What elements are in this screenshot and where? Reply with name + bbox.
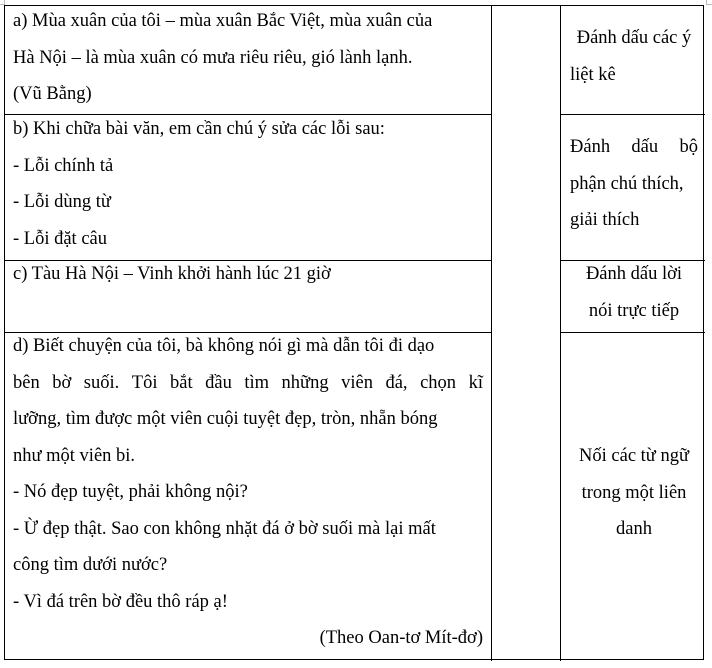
function-b-line-3: giải thích (570, 210, 640, 230)
example-b-line-3: - Lỗi dùng từ (13, 192, 111, 212)
example-cell-d (5, 328, 491, 658)
function-d-line-1: Nối các từ ngữ (579, 446, 689, 466)
function-cell-b (561, 129, 704, 254)
function-c-line-2: nói trực tiếp (588, 300, 680, 321)
example-d-line-4: như một viên bi. (13, 445, 136, 466)
function-cell-a (561, 20, 704, 110)
function-cell-d (561, 438, 704, 548)
page-corner-mark-right (706, 0, 712, 5)
example-d-line-2: bên bờ suối. Tôi bắt đầu tìm những viên đá, chọn kĩ (13, 372, 483, 393)
function-a-line-2: liệt kê (570, 64, 616, 85)
function-d-line-3: danh (616, 519, 652, 539)
function-b-line-2: phận chú thích, (570, 173, 684, 194)
example-cell-c (5, 256, 491, 330)
example-d-line-3: lưỡng, tìm được một viên cuội tuyệt đẹp, tròn, nhẵn bóng (13, 409, 438, 429)
function-a-line-1: Đánh dấu các ý (576, 28, 692, 48)
example-c-line-1: c) Tàu Hà Nội – Vinh khởi hành lúc 21 giờ (13, 264, 331, 284)
function-cell-c (561, 256, 704, 330)
function-c-line-1: Đánh dấu lời (585, 264, 683, 284)
example-b-line-2: - Lỗi chính tả (13, 155, 114, 176)
example-d-line-1: d) Biết chuyện của tôi, bà không nói gì mà dẫn tôi đi dạo (13, 336, 435, 356)
example-b-line-1: b) Khi chữa bài văn, em cần chú ý sửa các lỗi sau: (13, 119, 385, 139)
example-cell-b (5, 111, 491, 259)
example-d-line-8: - Vì đá trên bờ đều thô ráp ạ! (13, 591, 228, 612)
function-b-line-1: Đánh dấu bộ (570, 137, 698, 157)
example-a-line-1: a) Mùa xuân của tôi – mùa xuân Bắc Việt, mùa xuân của (13, 11, 433, 31)
example-d-source: (Theo Oan-tơ Mít-đơ) (319, 628, 483, 648)
row-divider-right-1 (560, 114, 705, 115)
example-b-line-4: - Lỗi đặt câu (13, 228, 107, 249)
example-a-line-3: (Vũ Bằng) (13, 84, 92, 104)
example-d-line-5: - Nó đẹp tuyệt, phải không nội? (13, 482, 248, 502)
row-divider-right-3 (560, 332, 705, 333)
example-d-line-7: công tìm dưới nước? (13, 555, 168, 575)
example-d-line-6: - Ừ đẹp thật. Sao con không nhặt đá ở bờ suối mà lại mất (13, 518, 436, 539)
example-a-line-2: Hà Nội – là mùa xuân có mưa riêu riêu, gió lành lạnh. (13, 47, 413, 68)
example-cell-a (5, 3, 491, 113)
column-divider-1 (491, 5, 492, 661)
function-d-line-2: trong một liên (581, 482, 687, 503)
